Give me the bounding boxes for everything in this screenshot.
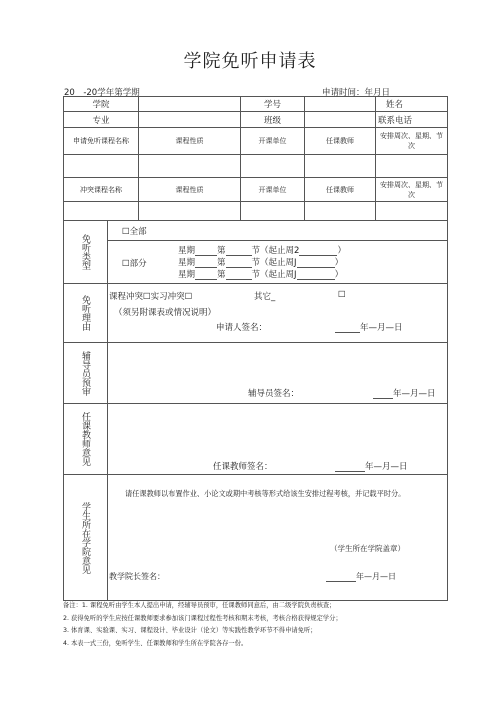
course-header-teacher: 任课教师 (305, 128, 376, 155)
note-item: 3. 体育课、实验课、实习、课程设计、毕业设计（论文）等实践性教学环节不得申请免听； (63, 627, 317, 634)
note-item: 2. 获得免听的学生应按任课教师要求参加该门课程过程性考核和期末考核，考核合格获得规定学分； (63, 614, 342, 622)
note-item: 4. 本表一式三份，免听学生、任课教师和学生所在学院各存一份。 (63, 639, 248, 647)
notes-section (63, 600, 463, 650)
course-unit-field[interactable] (241, 155, 305, 178)
course-header-nature: 课程性质 (139, 128, 241, 155)
dean-date: 年—月—日 (326, 571, 396, 582)
major-field[interactable] (139, 112, 241, 128)
reason-other-checkbox[interactable]: ☐ (338, 290, 346, 300)
apply-time-label: 申请时间：年月日 (322, 88, 391, 98)
college-seal-note: （学生所在学院盖章） (330, 544, 405, 553)
teacher-section-label: 任课教师意见 (64, 404, 108, 475)
note-item: 备注：1. 课程免听由学生本人提出申请，经辅导员预审，任课教师同意后，由二级学院负责核查； (63, 602, 336, 609)
teacher-cell[interactable] (108, 404, 448, 475)
reason-cell (108, 284, 448, 343)
slot-row-2: 星期 第 节（起止周J ） (178, 258, 344, 268)
reason-other-label: 其它_ (254, 292, 276, 302)
slot-row-3: 星期 第 节（起止周J ） (178, 270, 344, 280)
student-no-label: 学号 (241, 97, 305, 112)
applicant-sign-label: 申请人签名： (216, 323, 268, 333)
type-all-checkbox[interactable]: ☐全部 (108, 221, 448, 241)
type-section-label: 免听类型 (64, 221, 108, 284)
course-name-field[interactable] (64, 155, 139, 178)
counselor-date: 年—月—日 (373, 387, 436, 399)
phone-label: 联系电话 (376, 112, 448, 128)
class-field[interactable] (305, 112, 376, 128)
counselor-cell[interactable] (108, 343, 448, 404)
conflict-header-teacher: 任课教师 (305, 178, 376, 202)
college-section-label: 学生所在学院意见 (64, 475, 108, 601)
course-header-name: 申请免听课程名称 (64, 128, 139, 155)
application-form-table (63, 96, 448, 601)
course-teacher-field[interactable] (305, 155, 376, 178)
college-instruction: 请任课教师以布置作业、小论文或期中考核等形式给该生安排过程考核，并记载平时分。 (125, 489, 406, 498)
applicant-date: 年—月—日 (335, 321, 403, 333)
college-cell[interactable] (108, 475, 448, 601)
conflict-header-name: 冲突课程名称 (64, 178, 139, 202)
course-header-unit: 开课单位 (241, 128, 305, 155)
type-partial-checkbox[interactable]: ☐部分 (122, 259, 147, 269)
conflict-header-unit: 开课单位 (241, 178, 305, 202)
name-label: 姓名 (376, 97, 448, 112)
course-header-schedule: 安排周次、星期、节次 (376, 128, 448, 155)
course-schedule-field[interactable] (376, 155, 448, 178)
teacher-date: 年—月—日 (335, 460, 408, 472)
term-label: 20 -20学年第学期 (64, 88, 140, 98)
counselor-section-label: 辅导员预审 (64, 343, 108, 404)
reason-options-checkboxes[interactable]: 课程冲突☐实习冲突☐ (109, 292, 193, 302)
conflict-name-field[interactable] (64, 202, 139, 221)
reason-section-label: 免听理由 (64, 284, 108, 343)
college-field[interactable] (139, 97, 241, 112)
conflict-header-schedule: 安排周次、星期、节次 (376, 178, 448, 202)
conflict-header-nature: 课程性质 (139, 178, 241, 202)
conflict-unit-field[interactable] (241, 202, 305, 221)
teacher-sign-label: 任课教师签名： (213, 462, 273, 472)
dean-sign-label: 教学院长签名： (109, 572, 165, 581)
reason-note: （须另附课表或情况说明） (114, 308, 217, 318)
type-partial-cell (108, 241, 448, 284)
course-nature-field[interactable] (139, 155, 241, 178)
conflict-teacher-field[interactable] (305, 202, 376, 221)
conflict-schedule-field[interactable] (376, 202, 448, 221)
major-label: 专业 (64, 112, 139, 128)
class-label: 班级 (241, 112, 305, 128)
college-label: 学院 (64, 97, 139, 112)
slot-row-1: 星期 第 节（起止周2 ） (178, 246, 346, 256)
conflict-nature-field[interactable] (139, 202, 241, 221)
counselor-sign-label: 辅导员签名： (248, 389, 300, 399)
student-no-field[interactable] (305, 97, 376, 112)
page-title: 学院免听申请表 (183, 51, 317, 72)
